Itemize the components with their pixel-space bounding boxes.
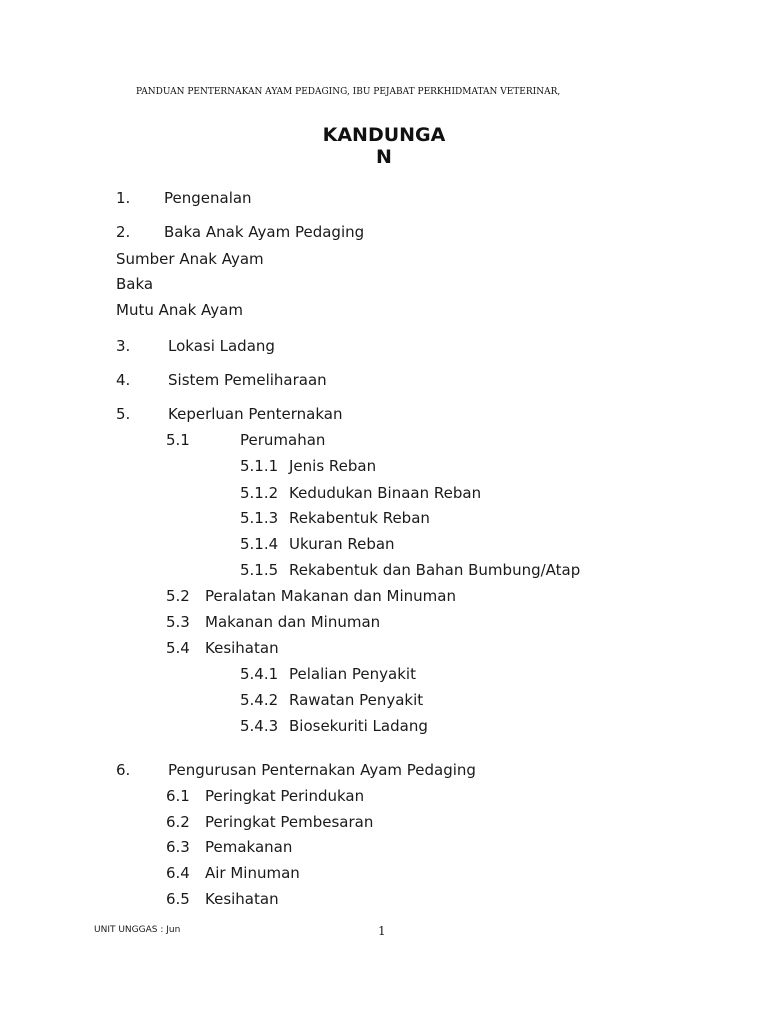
toc-label: Rawatan Penyakit (289, 691, 424, 709)
page-number: 1 (378, 924, 386, 938)
toc-number: 5.1.2 (240, 484, 279, 502)
toc-number: 4. (116, 371, 131, 389)
toc-label: Pemakanan (205, 838, 293, 856)
running-header: PANDUAN PENTERNAKAN AYAM PEDAGING, IBU PEJABAT PERKHIDMATAN VETERINAR, (136, 87, 561, 97)
toc-label: Pelalian Penyakit (289, 665, 416, 683)
toc-label: Kedudukan Binaan Reban (289, 484, 482, 502)
toc-label: Makanan dan Minuman (205, 613, 381, 631)
toc-label: Peralatan Makanan dan Minuman (205, 587, 456, 605)
toc-title-line-2: N (376, 146, 392, 168)
toc-label: Sistem Pemeliharaan (168, 371, 327, 389)
toc-number: 5.4.1 (240, 665, 279, 683)
toc-label: Pengenalan (164, 189, 252, 207)
toc-number: 5.1 (166, 431, 190, 449)
toc-number: 5.3 (166, 613, 190, 631)
toc-number: 6.3 (166, 838, 190, 856)
toc-subentry: Sumber Anak Ayam (116, 250, 264, 268)
toc-label: Lokasi Ladang (168, 337, 275, 355)
toc-number: 5. (116, 405, 131, 423)
toc-number: 3. (116, 337, 131, 355)
toc-label: Kesihatan (205, 639, 279, 657)
toc-label: Kesihatan (205, 890, 279, 908)
toc-number: 6. (116, 761, 131, 779)
toc-number: 5.2 (166, 587, 190, 605)
toc-label: Pengurusan Penternakan Ayam Pedaging (168, 761, 476, 779)
toc-number: 6.1 (166, 787, 190, 805)
toc-number: 1. (116, 189, 131, 207)
toc-label: Air Minuman (205, 864, 300, 882)
toc-label: Biosekuriti Ladang (289, 717, 428, 735)
running-footer: UNIT UNGGAS : Jun (94, 925, 181, 935)
toc-number: 6.2 (166, 813, 190, 831)
toc-label: Ukuran Reban (289, 535, 395, 553)
toc-title-line-1: KANDUNGA (322, 124, 446, 146)
toc-label: Peringkat Perindukan (205, 787, 365, 805)
toc-number: 5.4.3 (240, 717, 279, 735)
toc-subentry: Baka (116, 275, 154, 293)
toc-label: Jenis Reban (289, 457, 377, 475)
toc-number: 5.4 (166, 639, 190, 657)
toc-number: 6.5 (166, 890, 190, 908)
toc-number: 2. (116, 223, 131, 241)
toc-number: 5.1.4 (240, 535, 279, 553)
toc-label: Perumahan (240, 431, 326, 449)
toc-label: Rekabentuk dan Bahan Bumbung/Atap (289, 561, 581, 579)
toc-label: Rekabentuk Reban (289, 509, 430, 527)
toc-number: 5.4.2 (240, 691, 279, 709)
toc-label: Baka Anak Ayam Pedaging (164, 223, 365, 241)
toc-label: Keperluan Penternakan (168, 405, 343, 423)
toc-label: Peringkat Pembesaran (205, 813, 374, 831)
toc-number: 5.1.5 (240, 561, 279, 579)
toc-number: 5.1.3 (240, 509, 279, 527)
toc-number: 6.4 (166, 864, 190, 882)
toc-subentry: Mutu Anak Ayam (116, 301, 243, 319)
toc-number: 5.1.1 (240, 457, 279, 475)
